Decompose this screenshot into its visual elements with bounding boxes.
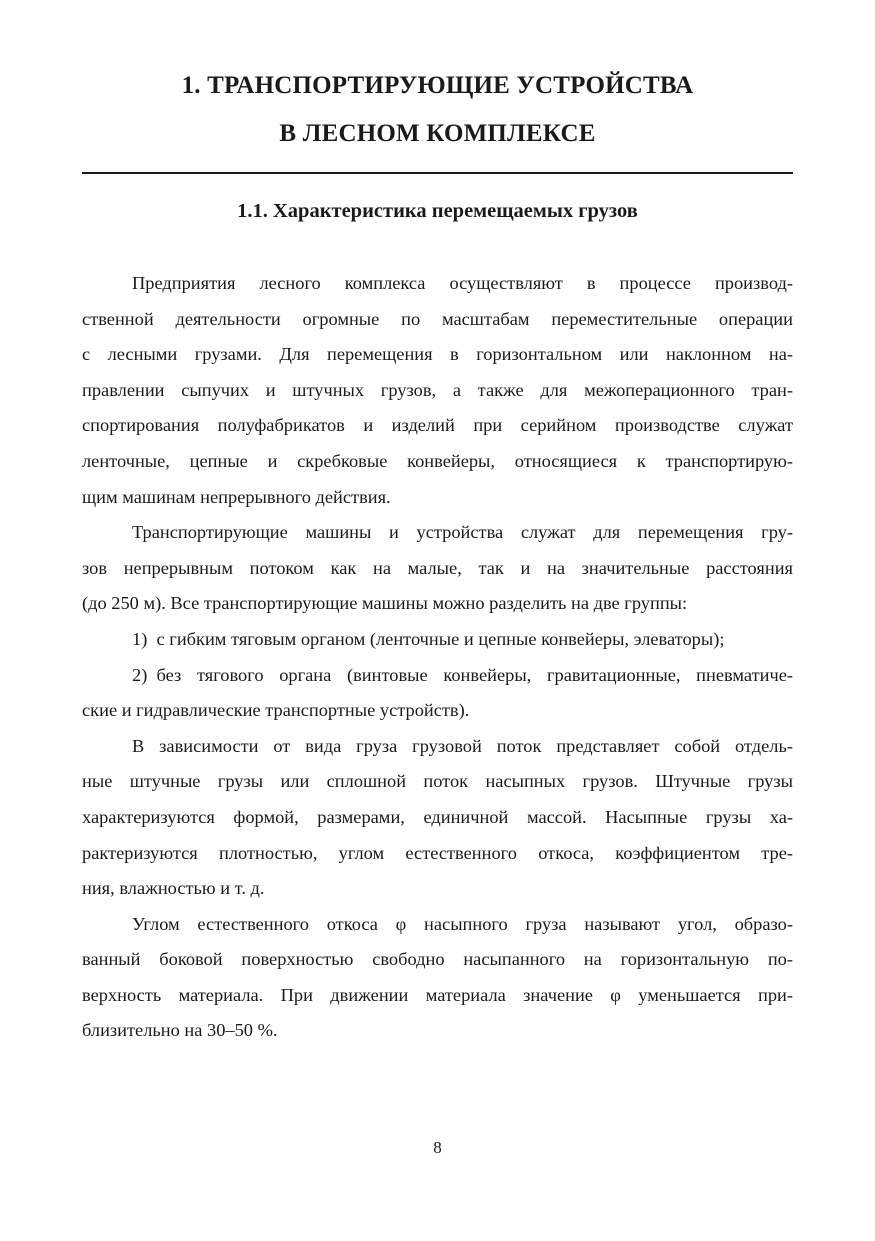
paragraph-4 xyxy=(82,907,793,1049)
text-line: В зависимости от вида груза грузовой поток представляет собой отдель- xyxy=(132,735,793,756)
text-line: 1) с гибким тяговым органом (ленточные и цепные конвейеры, элеваторы); xyxy=(132,628,725,649)
paragraph-1 xyxy=(82,266,793,515)
body-text xyxy=(82,266,793,1049)
paragraph-2 xyxy=(82,515,793,622)
list-item-1 xyxy=(82,622,793,658)
text-line: щим машинам непрерывного действия. xyxy=(82,486,391,507)
text-line: Предприятия лесного комплекса осуществляют в процессе производ- xyxy=(132,273,793,293)
text-line: спортирования полуфабрикатов и изделий при серийном производстве служат xyxy=(82,415,793,436)
text-line: ленточные, цепные и скребковые конвейеры, относящиеся к транспортирую- xyxy=(82,450,793,471)
chapter-title-line-1: 1. ТРАНСПОРТИРУЮЩИЕ УСТРОЙСТВА xyxy=(181,72,694,99)
text-line: (до 250 м). Все транспортирующие машины можно разделить на две группы: xyxy=(82,593,688,614)
text-line: ственной деятельности огромные по масштабам переместительные операции xyxy=(82,308,793,329)
title-divider xyxy=(82,172,793,174)
page-number: 8 xyxy=(433,1138,442,1157)
text-line: с лесными грузами. Для перемещения в горизонтальном или наклонном на- xyxy=(82,344,793,365)
text-line: ные штучные грузы или сплошной поток насыпных грузов. Штучные грузы xyxy=(82,771,793,792)
text-line: близительно на 30–50 %. xyxy=(82,1020,278,1041)
text-line: Транспортирующие машины и устройства служат для перемещения гру- xyxy=(132,522,793,543)
section-title: 1.1. Характеристика перемещаемых грузов xyxy=(237,200,638,222)
text-line: ские и гидравлические транспортные устройств). xyxy=(82,700,470,721)
list-item-2 xyxy=(82,658,793,729)
text-line: ванный боковой поверхностью свободно насыпанного на горизонтальную по- xyxy=(82,949,793,970)
text-line: ния, влажностью и т. д. xyxy=(82,878,265,899)
text-line: Углом естественного откоса φ насыпного груза называют угол, образо- xyxy=(132,913,793,934)
paragraph-3 xyxy=(82,729,793,907)
text-line: характеризуются формой, размерами, единичной массой. Насыпные грузы ха- xyxy=(82,806,793,827)
text-line: правлении сыпучих и штучных грузов, а также для межоперационного тран- xyxy=(82,379,793,400)
text-line: зов непрерывным потоком как на малые, так и на значительные расстояния xyxy=(82,557,793,578)
chapter-title-line-2: В ЛЕСНОМ КОМПЛЕКСЕ xyxy=(279,120,596,147)
chapter-title xyxy=(82,62,793,158)
text-line: рактеризуются плотностью, углом естественного откоса, коэффициентом тре- xyxy=(82,842,793,863)
text-line: верхность материала. При движении материала значение φ уменьшается при- xyxy=(82,984,793,1005)
text-line: 2) без тягового органа (винтовые конвейеры, гравитационные, пневматиче- xyxy=(132,664,793,685)
